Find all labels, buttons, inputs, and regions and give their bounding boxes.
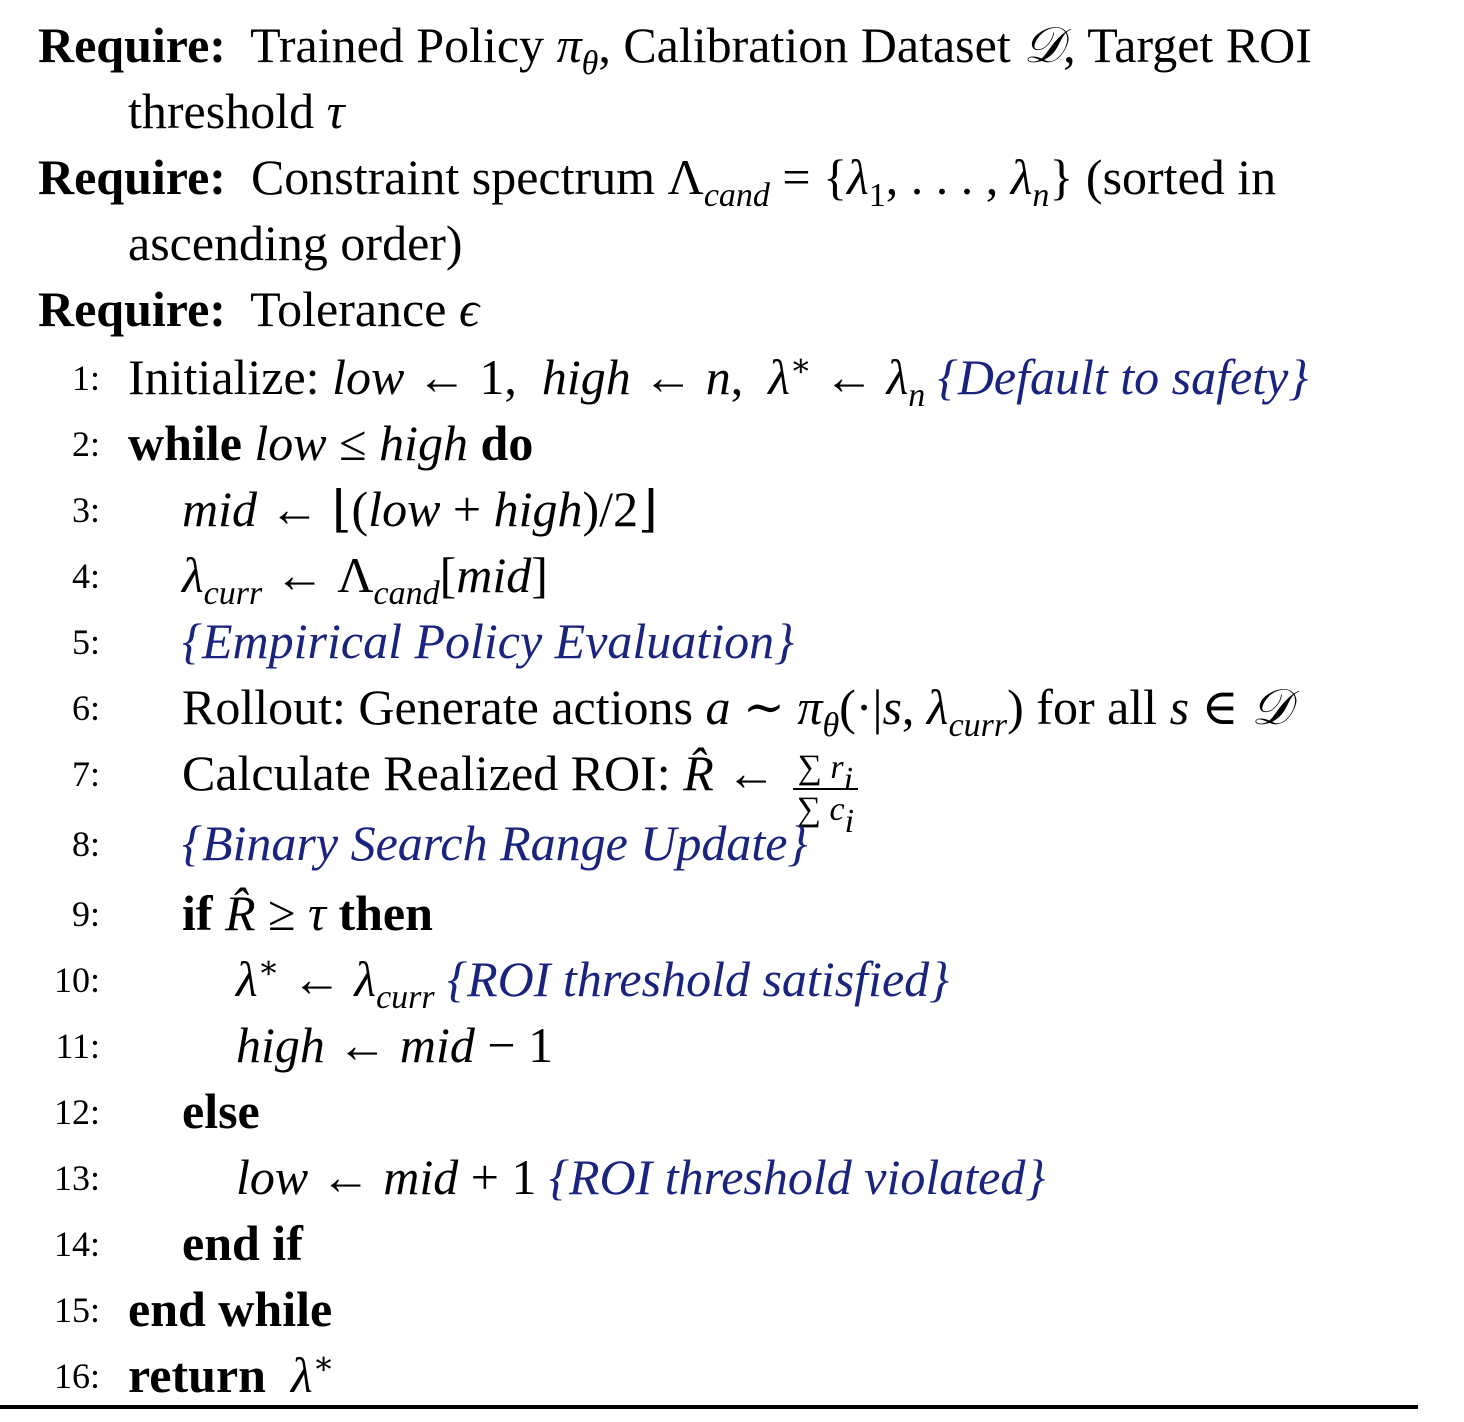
algo-line-9: if R̂ ≥ τ then [182,885,433,941]
require-text: Constraint spectrum $\Lambda_{cand} = \{\lambda_1$, . . . , $\lambda_n$} (sorted in [250,149,1277,214]
comment: {ROI threshold satisfied} [447,951,950,1007]
algo-line-16: return λ∗ [128,1345,335,1403]
require-keyword: Require: [38,17,226,73]
keyword-return: return [128,1347,266,1403]
algo-line-2: while low ≤ high do [128,415,534,471]
keyword-end-while: end while [128,1281,333,1337]
rollout-label: Rollout: Generate actions [182,679,693,735]
require-1-cont: threshold τ [128,83,345,139]
keyword-end-if: end if [182,1215,303,1271]
algo-line-15 [128,1281,333,1337]
line-number: 11: [55,1026,100,1066]
require-2-cont: ascending order) [128,215,463,271]
keyword-if: if [182,885,213,941]
algo-line-13: low ← mid + 1 {ROI threshold violated} [236,1149,1046,1205]
require-text: Tolerance ϵ [250,281,480,337]
line-number: 10: [53,960,100,1000]
line-number: 9: [71,894,100,934]
algo-line-14 [182,1215,303,1271]
algo-line-6: Rollout: Generate actions a ∼ $\pi_\theta(\cdot|s$, $\lambda_{curr}$) for all s ∈ 𝒟 [182,679,1291,744]
comment: {Empirical Policy Evaluation} [182,613,795,669]
line-number: 12: [53,1092,100,1132]
line-number: 3: [71,490,100,530]
comment: {Default to safety} [937,349,1309,405]
line-number: 5: [71,622,100,662]
initialize-label: Initialize: [128,349,320,405]
line-number: 1: [71,358,100,398]
line-number: 16: [53,1356,100,1396]
require-keyword: Require: [38,149,226,205]
require-text: Trained Policy $\pi_\theta$, Calibration Dataset 𝒟, Target ROI [250,17,1312,82]
require-keyword: Require: [38,281,226,337]
roi-fraction: $\frac{\sum r_i}{\sum c_i}$ [793,751,858,827]
algo-line-7: Calculate Realized ROI: R̂ ← $\frac{\sum r_i}{\sum c_i}$ [182,748,858,827]
algo-line-3: mid ← ⌊(low + high)/2⌋ [182,481,658,537]
require-3 [38,281,480,337]
calc-label: Calculate Realized ROI: [182,745,671,801]
keyword-do: do [480,415,534,471]
comment: {Binary Search Range Update} [182,815,808,871]
line-number: 13: [53,1158,100,1198]
keyword-else: else [182,1083,260,1139]
for-all-label: for all [1036,679,1158,735]
algo-line-11: high ← mid − 1 [236,1017,554,1073]
line-number: 8: [71,824,100,864]
line-number: 6: [71,688,100,728]
line-number: 7: [71,754,100,794]
algo-line-8 [182,815,808,871]
require-2 [38,149,1277,214]
bottom-rule [0,1405,1418,1409]
require-1 [38,17,1312,82]
algo-line-10: λ∗ ← $\lambda_{curr}$ {ROI threshold satisfied} [236,949,950,1016]
line-number: 15: [53,1290,100,1330]
algo-line-4: $\lambda_{curr}$ ← $\Lambda_{cand}[mid]$ [182,547,548,612]
line-number: 14: [53,1224,100,1264]
algo-line-12 [182,1083,260,1139]
keyword-then: then [338,885,433,941]
line-number: 4: [71,556,100,596]
algo-line-5 [182,613,795,669]
algo-line-1: Initialize: low ← 1, high ← n, λ∗ ← $\lambda_n$ {Default to safety} [128,347,1309,414]
comment: {ROI threshold violated} [548,1149,1046,1205]
keyword-while: while [128,415,242,471]
line-number: 2: [71,424,100,464]
